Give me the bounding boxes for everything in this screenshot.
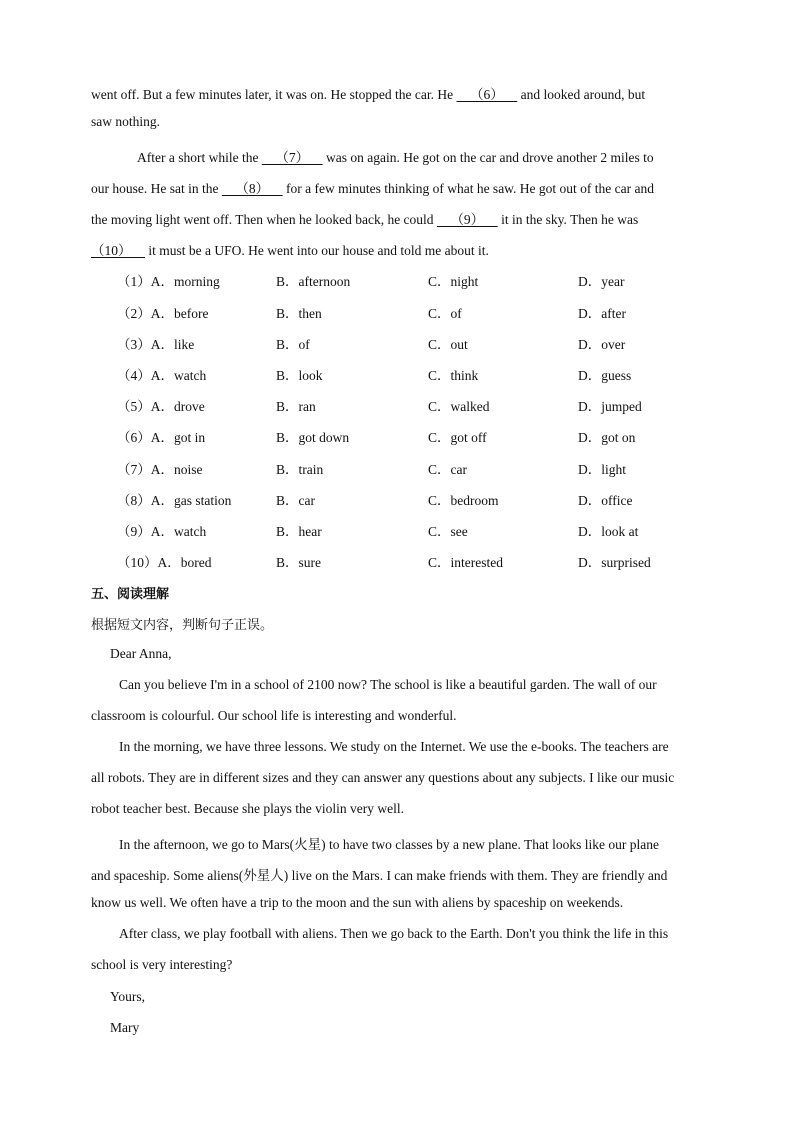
option-row-3 <box>0 333 794 353</box>
blank-7: （7） <box>261 150 323 165</box>
option-b: B．ran <box>276 399 316 414</box>
option-d: D．surprised <box>578 555 651 570</box>
passage-line-1 <box>91 83 645 103</box>
passage-line-6 <box>91 239 489 259</box>
option-c: C．interested <box>428 555 503 570</box>
option-c: C．out <box>428 337 468 352</box>
option-a: （6）A．got in <box>117 430 206 445</box>
passage-text: it must be a UFO. He went into our house and told me about it. <box>145 243 489 258</box>
passage-line-3 <box>137 146 654 166</box>
option-a: （3）A．like <box>117 337 195 352</box>
letter-line: In the afternoon, we go to Mars(火星) to have two classes by a new plane. That looks like our plane <box>119 837 659 852</box>
option-b: B．afternoon <box>276 274 351 289</box>
letter-line: In the morning, we have three lessons. We study on the Internet. We use the e-books. The teachers are <box>119 739 669 754</box>
passage-text: the moving light went off. Then when he looked back, he could <box>91 212 437 227</box>
option-row-6 <box>0 426 794 446</box>
option-row-9 <box>0 520 794 540</box>
option-a: （9）A．watch <box>117 524 207 539</box>
option-b: B．of <box>276 337 310 352</box>
passage-line-5 <box>91 208 638 228</box>
option-d: D．year <box>578 274 625 289</box>
letter-line: and spaceship. Some aliens(外星人) live on the Mars. I can make friends with them. They are friendly and <box>91 868 668 883</box>
option-row-5 <box>0 395 794 415</box>
passage-text: it in the sky. Then he was <box>497 212 639 227</box>
letter-signature: Mary <box>110 1020 140 1035</box>
option-d: D．after <box>578 306 626 321</box>
option-a: （10）A．bored <box>117 555 212 570</box>
option-b: B．got down <box>276 430 350 445</box>
section-heading: 五、阅读理解 <box>91 587 170 602</box>
option-row-8 <box>0 489 794 509</box>
option-c: C．walked <box>428 399 490 414</box>
option-row-2 <box>0 302 794 322</box>
option-b: B．train <box>276 462 324 477</box>
letter-line: all robots. They are in different sizes and they can answer any questions about any subjects. I like our music <box>91 770 675 785</box>
option-row-4 <box>0 364 794 384</box>
letter-line: After class, we play football with aliens. Then we go back to the Earth. Don't you think the life in this <box>119 926 669 941</box>
option-d: D．light <box>578 462 627 477</box>
option-b: B．look <box>276 368 323 383</box>
option-d: D．look at <box>578 524 639 539</box>
option-d: D．jumped <box>578 399 642 414</box>
option-c: C．see <box>428 524 468 539</box>
letter-closing: Yours, <box>110 989 146 1004</box>
passage-text: After a short while the <box>137 150 262 165</box>
blank-10: （10） <box>91 243 145 258</box>
option-a: （5）A．drove <box>117 399 205 414</box>
option-d: D．office <box>578 493 633 508</box>
option-c: C．car <box>428 462 467 477</box>
option-row-1 <box>0 270 794 290</box>
option-row-10 <box>0 551 794 571</box>
option-d: D．guess <box>578 368 632 383</box>
passage-text: went off. But a few minutes later, it was on. He stopped the car. He <box>91 87 457 102</box>
option-c: C．bedroom <box>428 493 499 508</box>
option-b: B．car <box>276 493 315 508</box>
option-a: （4）A．watch <box>117 368 207 383</box>
option-c: C．think <box>428 368 479 383</box>
option-c: C．of <box>428 306 462 321</box>
letter-line: robot teacher best. Because she plays the violin very well. <box>91 801 405 816</box>
passage-text: and looked around, but <box>517 87 646 102</box>
option-row-7 <box>0 458 794 478</box>
option-a: （1）A．morning <box>117 274 220 289</box>
option-b: B．sure <box>276 555 321 570</box>
blank-6: （6） <box>456 87 518 102</box>
passage-text: for a few minutes thinking of what he saw. He got out of the car and <box>282 181 655 196</box>
passage-line-4 <box>91 177 654 197</box>
passage-line-2: saw nothing. <box>91 114 160 129</box>
letter-line: know us well. We often have a trip to the moon and the sun with aliens by spaceship on weekends. <box>91 895 624 910</box>
letter-line: classroom is colourful. Our school life is interesting and wonderful. <box>91 708 457 723</box>
blank-8: （8） <box>221 181 283 196</box>
passage-text: was on again. He got on the car and drove another 2 miles to <box>322 150 654 165</box>
option-a: （7）A．noise <box>117 462 203 477</box>
blank-9: （9） <box>436 212 498 227</box>
section-instruction: 根据短文内容，判断句子正误。 <box>91 618 274 633</box>
option-c: C．got off <box>428 430 487 445</box>
option-a: （2）A．before <box>117 306 209 321</box>
option-d: D．got on <box>578 430 636 445</box>
letter-line: Can you believe I'm in a school of 2100 now? The school is like a beautiful garden. The wall of our <box>119 677 657 692</box>
passage-text: our house. He sat in the <box>91 181 222 196</box>
letter-line: school is very interesting? <box>91 957 233 972</box>
letter-greeting: Dear Anna, <box>110 646 172 661</box>
option-c: C．night <box>428 274 479 289</box>
option-b: B．then <box>276 306 322 321</box>
option-b: B．hear <box>276 524 322 539</box>
option-d: D．over <box>578 337 626 352</box>
option-a: （8）A．gas station <box>117 493 232 508</box>
